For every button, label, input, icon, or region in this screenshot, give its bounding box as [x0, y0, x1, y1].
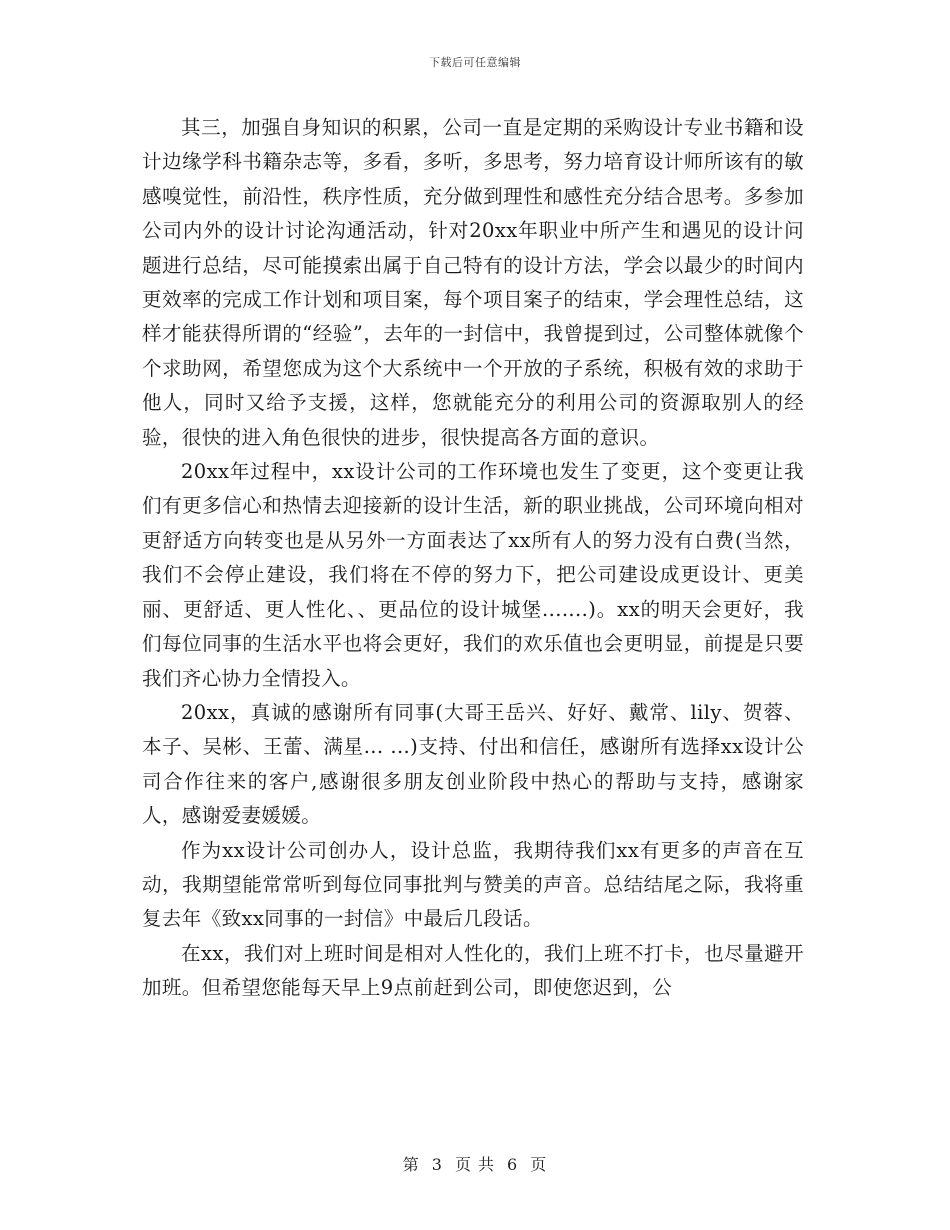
document-body	[142, 111, 804, 1006]
paragraph-thanks: 20xx，真诚的感谢所有同事(大哥王岳兴、好好、戴常、lily、贺蓉、本子、吴彬、王蕾、满星... ...)支持、付出和信任，感谢所有选择xx设计公司合作往来的客户,感谢很多朋友创业阶段中热心的帮助与支持，感谢家人，感谢爱妻媛媛。	[142, 700, 804, 828]
current-page-number: 3	[431, 1155, 443, 1174]
paragraph-knowledge: 其三，加强自身知识的积累，公司一直是定期的采购设计专业书籍和设计边缘学科书籍杂志等，多看，多听，多思考，努力培育设计师所该有的敏感嗅觉性，前沿性，秩序性质，充分做到理性和感性充分结合思考。多参加公司内外的设计讨论沟通活动，针对20xx年职业中所产生和遇见的设计问题进行总结，尽可能摸索出属于自己特有的设计方法，学会以最少的时间内更效率的完成工作计划和项目案，每个项目案子的结束，学会理性总结，这样才能获得所谓的“经验”，去年的一封信中，我曾提到过，公司整体就像个个求助网，希望您成为这个大系统中一个开放的子系统，积极有效的求助于他人，同时又给予支援，这样，您就能充分的利用公司的资源取别人的经验，很快的进入角色很快的进步，很快提高各方面的意识。	[142, 116, 804, 449]
footer-suffix: 页	[530, 1155, 548, 1174]
paragraph-founder: 作为xx设计公司创办人，设计总监，我期待我们xx有更多的声音在互动，我期望能常常听到每位同事批判与赞美的声音。总结结尾之际，我将重复去年《致xx同事的一封信》中最后几段话。	[142, 838, 804, 931]
total-page-number: 6	[507, 1155, 519, 1174]
footer-prefix: 第	[402, 1155, 420, 1174]
page-header: 下载后可任意编辑	[429, 56, 521, 69]
paragraph-work-hours: 在xx，我们对上班时间是相对人性化的，我们上班不打卡，也尽量避开加班。但希望您能每天早上9点前赶到公司，即使您迟到，公	[142, 941, 804, 1000]
footer-middle: 页 共	[454, 1155, 496, 1174]
paragraph-environment: 20xx年过程中，xx设计公司的工作环境也发生了变更，这个变更让我们有更多信心和热情去迎接新的设计生活，新的职业挑战，公司环境向相对更舒适方向转变也是从另外一方面表达了xx所有人的努力没有白费(当然，我们不会停止建设，我们将在不停的努力下，把公司建设成更设计、更美丽、更舒适、更人性化、、更品位的设计城堡.......)。xx的明天会更好，我们每位同事的生活水平也将会更好，我们的欢乐值也会更明显，前提是只要我们齐心协力全情投入。	[142, 460, 804, 690]
page-footer	[0, 1152, 950, 1175]
